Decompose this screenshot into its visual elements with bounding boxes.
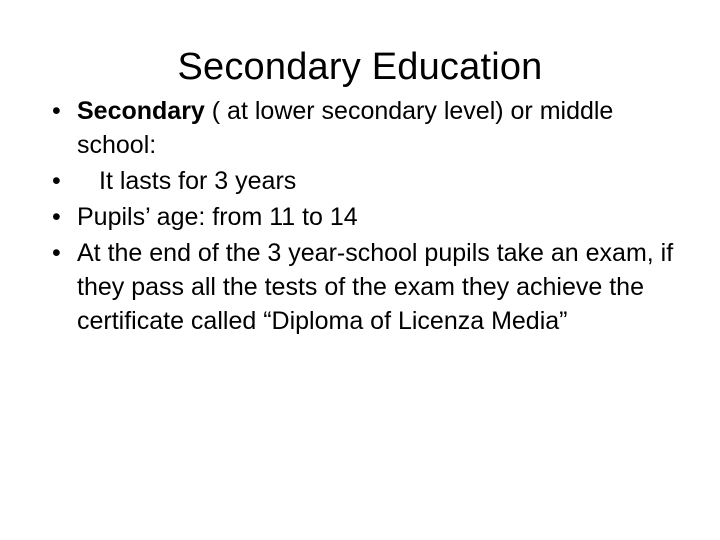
slide-title: Secondary Education xyxy=(177,46,543,88)
bullet-text: It lasts for 3 years xyxy=(99,167,297,195)
bullet-item-age xyxy=(52,200,692,234)
bullet-item-duration xyxy=(52,164,692,198)
bullet-list xyxy=(52,94,692,340)
bullet-item-exam xyxy=(52,236,692,338)
bullet-bold-term: Secondary xyxy=(77,97,205,125)
bullet-text: Pupils’ age: from 11 to 14 xyxy=(77,203,358,231)
bullet-text: At the end of the 3 year-school pupils take an exam, if they pass all the tests of the exam they achieve the certificate called “Diploma of Licenza Media” xyxy=(77,239,674,335)
bullet-text: ( at lower secondary level) or middle school: xyxy=(77,97,614,159)
bullet-item-secondary xyxy=(52,94,692,162)
bullet-icon: • xyxy=(52,239,61,267)
bullet-icon: • xyxy=(52,167,61,195)
bullet-icon: • xyxy=(52,203,61,231)
bullet-icon: • xyxy=(52,97,61,125)
